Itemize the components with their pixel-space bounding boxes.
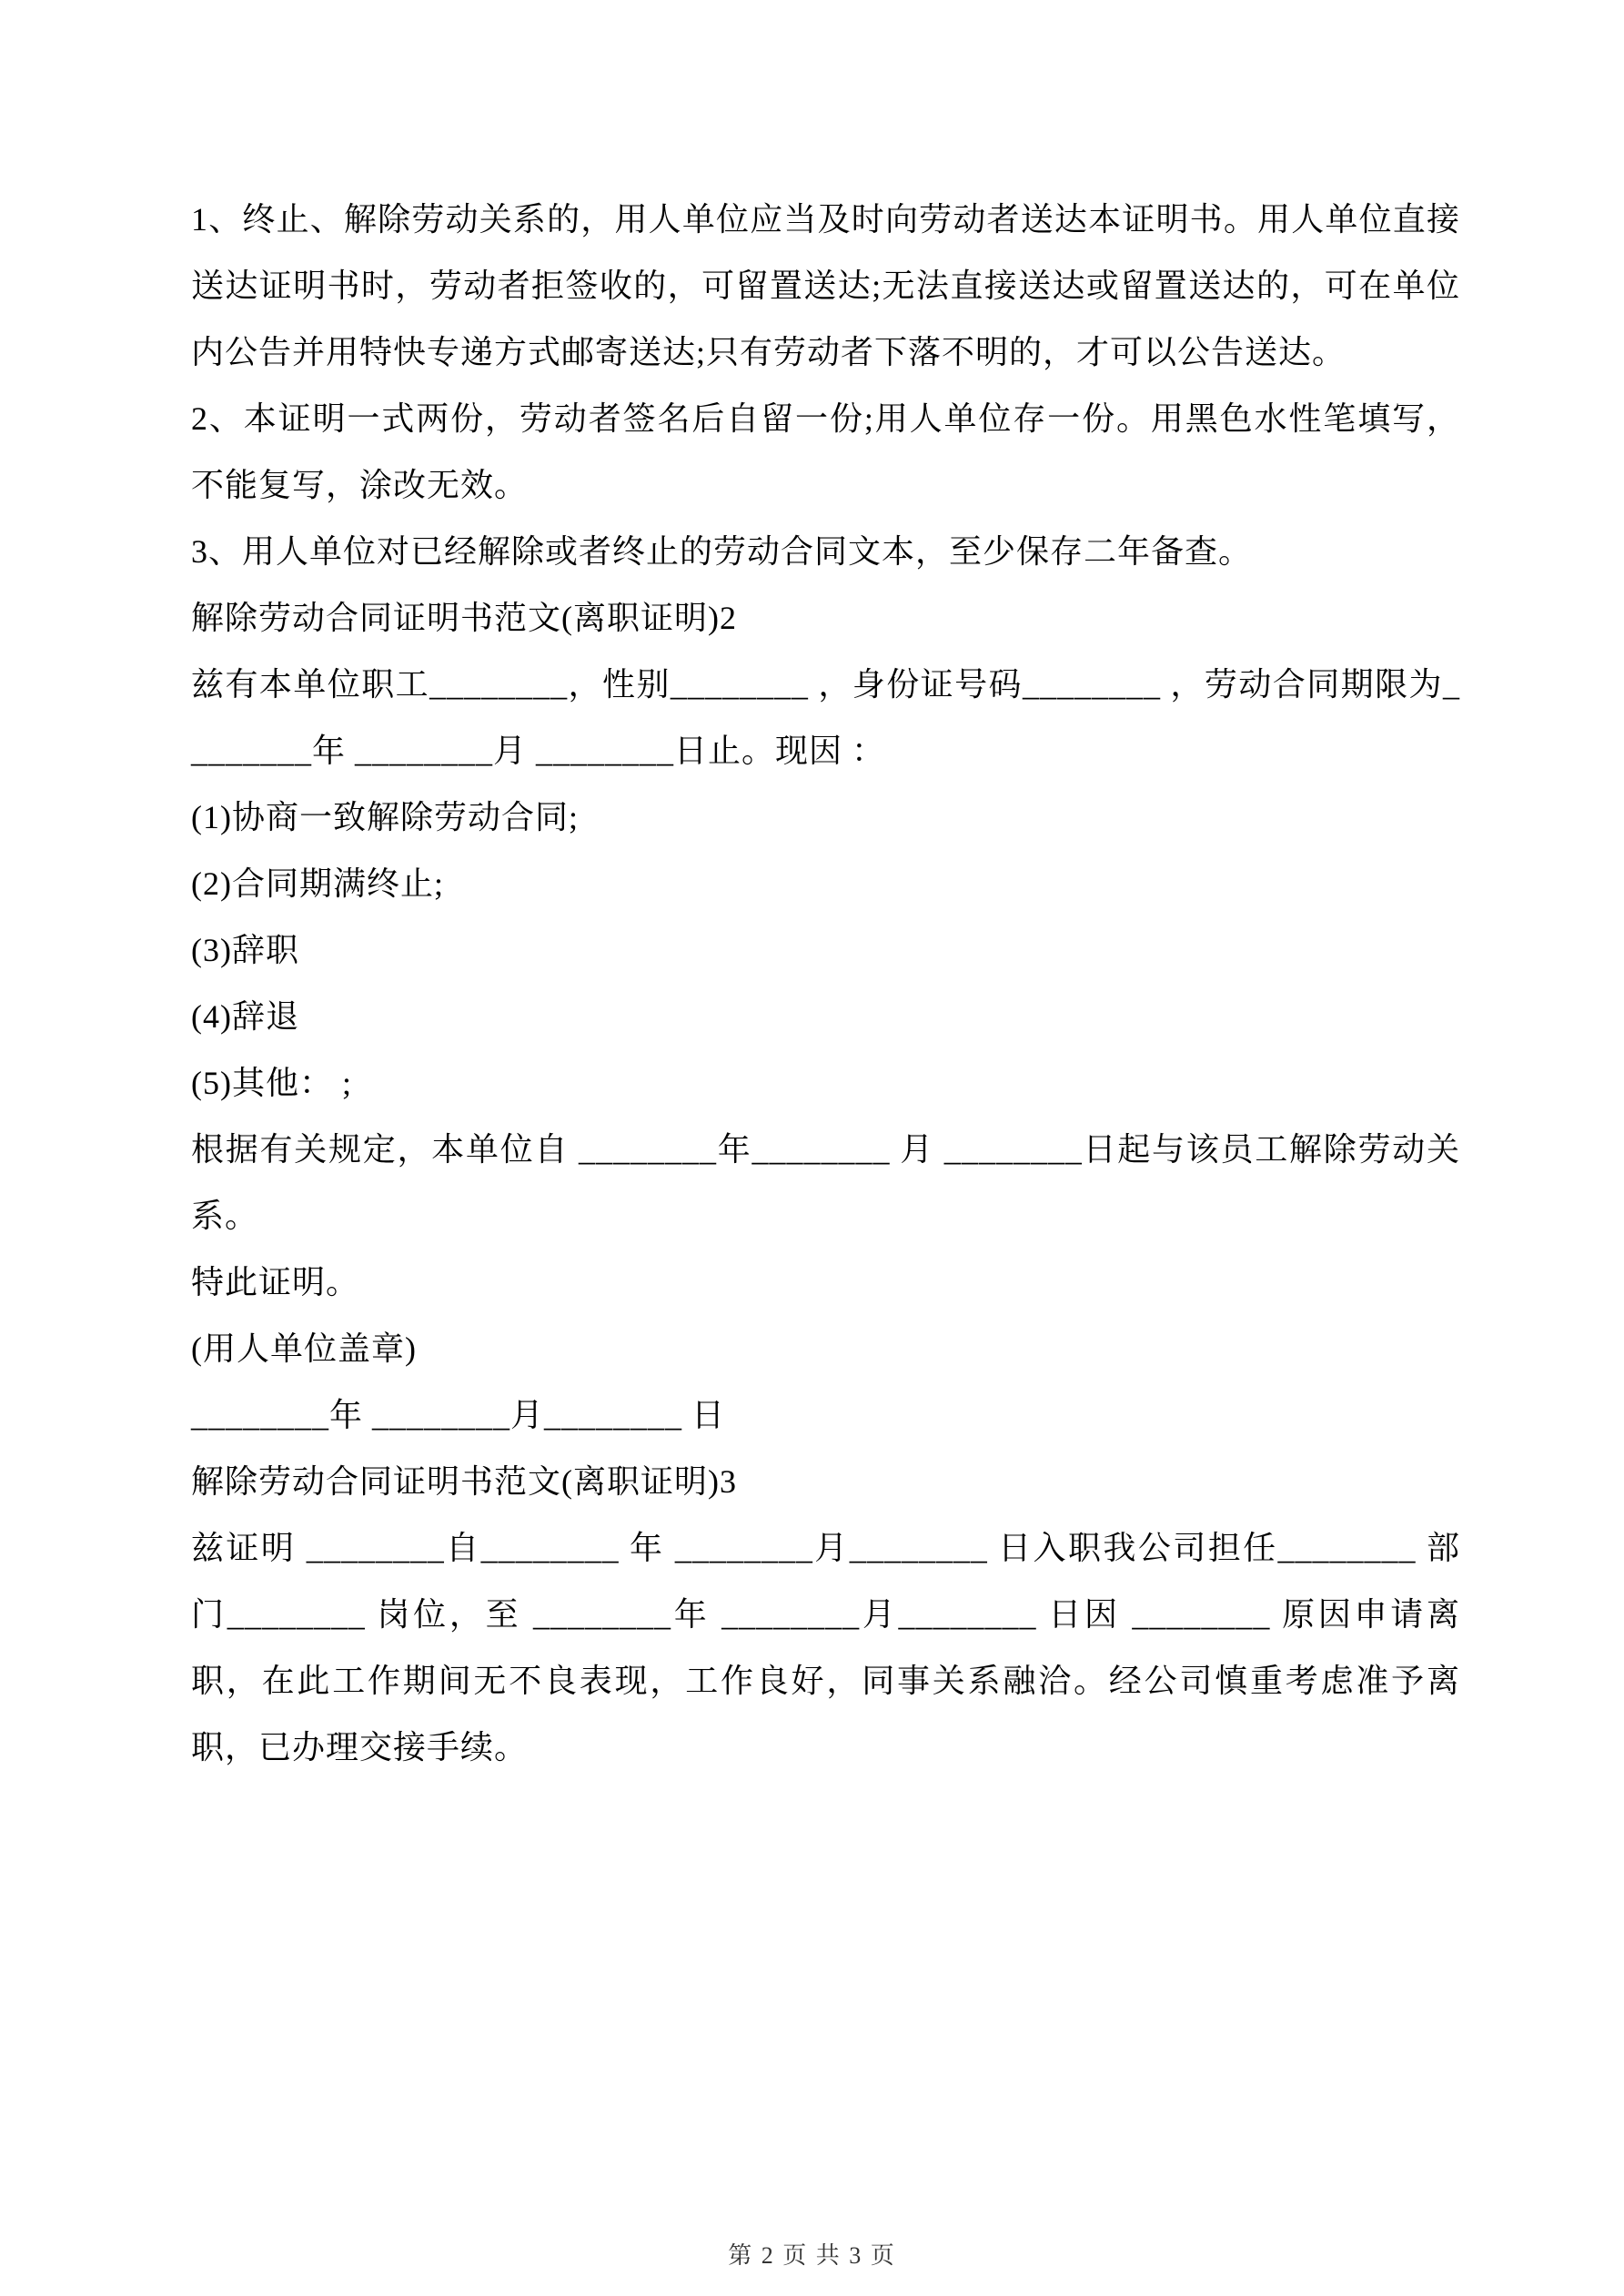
document-body bbox=[191, 187, 1460, 1781]
list-item-reason-4: (4)辞退 bbox=[191, 998, 299, 1035]
section-heading-sample-2: 解除劳动合同证明书范文(离职证明)2 bbox=[191, 600, 737, 636]
list-item-reason-2: (2)合同期满终止; bbox=[191, 865, 444, 902]
list-item-reason-3: (3)辞职 bbox=[191, 932, 299, 968]
paragraph-date-blank: ________年 ________月________ 日 bbox=[191, 1397, 725, 1433]
note-item-3: 3、用人单位对已经解除或者终止的劳动合同文本，至少保存二年备查。 bbox=[191, 533, 1253, 570]
paragraph-employee-info: 兹有本单位职工________，性别________ ，身份证号码________ ，劳动合同期限为________年 ________月 ________日止。现因 ： bbox=[191, 666, 1460, 769]
note-item-1: 1、终止、解除劳动关系的，用人单位应当及时向劳动者送达本证明书。用人单位直接送达证明书时，劳动者拒签收的，可留置送达;无法直接送达或留置送达的，可在单位内公告并用特快专递方式邮寄送达;只有劳动者下落不明的，才可以公告送达。 bbox=[191, 201, 1460, 370]
section-heading-sample-3: 解除劳动合同证明书范文(离职证明)3 bbox=[191, 1463, 737, 1500]
paragraph-hereby-certify: 特此证明。 bbox=[191, 1264, 360, 1300]
page-footer: 第 2 页 共 3 页 bbox=[728, 2242, 896, 2269]
paragraph-employer-seal: (用人单位盖章) bbox=[191, 1330, 417, 1367]
list-item-reason-1: (1)协商一致解除劳动合同; bbox=[191, 799, 579, 835]
note-item-2: 2、本证明一式两份，劳动者签名后自留一份;用人单位存一份。用黑色水性笔填写，不能复写，涂改无效。 bbox=[191, 400, 1460, 503]
paragraph-resignation-certificate: 兹证明 ________自________ 年 ________月________ 日入职我公司担任________ 部门________ 岗位，至 ________年 ________月________ 日因 ________ 原因申请离职，在此工作期间无不良表现，工作良好，同事关系融洽。经公司慎重考虑准予离职，已办理交接手续。 bbox=[191, 1530, 1460, 1765]
list-item-reason-5: (5)其他： ; bbox=[191, 1065, 352, 1101]
paragraph-termination-statement: 根据有关规定，本单位自 ________年________ 月 ________日起与该员工解除劳动关系。 bbox=[191, 1131, 1460, 1234]
